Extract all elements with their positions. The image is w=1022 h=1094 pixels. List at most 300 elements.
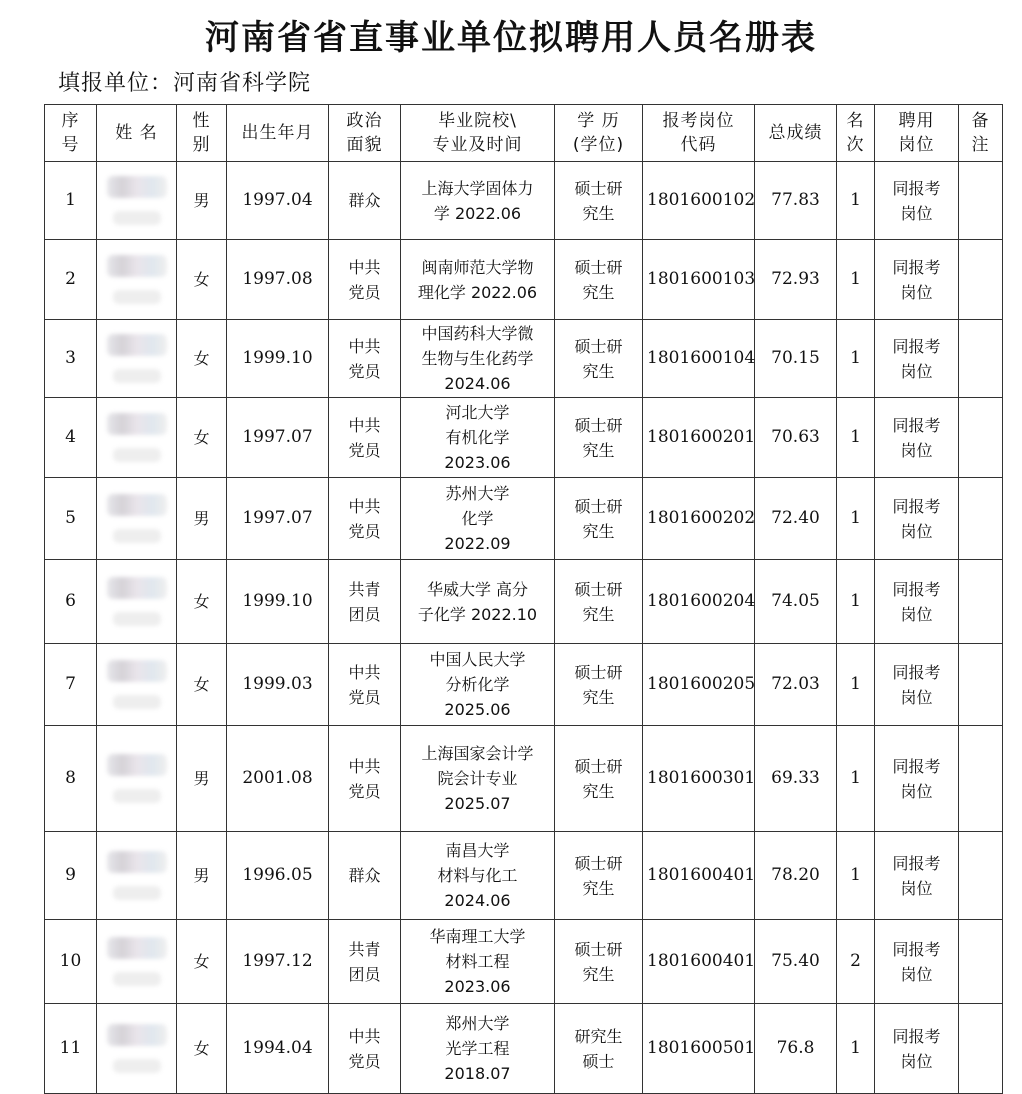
no-value: 1 bbox=[65, 190, 76, 210]
political-value: 中共 党员 bbox=[348, 257, 381, 302]
cell-remark bbox=[959, 644, 1003, 726]
score-value: 76.8 bbox=[776, 1038, 815, 1058]
table-row bbox=[45, 726, 1003, 832]
score-value: 70.15 bbox=[771, 348, 820, 368]
political-value: 中共 党员 bbox=[348, 756, 381, 801]
cell-birth bbox=[227, 478, 329, 560]
cell-no bbox=[45, 162, 97, 240]
cell-political bbox=[329, 726, 401, 832]
school-value: 郑州大学 光学工程 2018.07 bbox=[444, 1014, 511, 1083]
redacted-name-mosaic bbox=[113, 972, 161, 986]
cell-no bbox=[45, 478, 97, 560]
cell-code bbox=[643, 560, 755, 644]
rank-value: 1 bbox=[850, 674, 861, 694]
gender-value: 女 bbox=[193, 428, 210, 447]
redacted-name-mosaic bbox=[113, 290, 161, 304]
birth-value: 1997.07 bbox=[242, 427, 313, 447]
school-value: 河北大学 有机化学 2023.06 bbox=[444, 403, 511, 472]
political-value: 共青 团员 bbox=[348, 939, 381, 984]
cell-school bbox=[401, 240, 555, 320]
rank-value: 1 bbox=[850, 508, 861, 528]
degree-value: 硕士研 究生 bbox=[574, 336, 623, 381]
score-value: 72.03 bbox=[771, 674, 820, 694]
cell-political bbox=[329, 560, 401, 644]
rank-value: 1 bbox=[850, 1038, 861, 1058]
cell-birth bbox=[227, 1004, 329, 1094]
header-school bbox=[401, 105, 555, 162]
post-value: 同报考 岗位 bbox=[892, 579, 941, 624]
score-value: 69.33 bbox=[771, 768, 820, 788]
political-value: 共青 团员 bbox=[348, 579, 381, 624]
cell-code bbox=[643, 320, 755, 398]
cell-name bbox=[97, 320, 177, 398]
header-hire-post bbox=[875, 105, 959, 162]
cell-no bbox=[45, 398, 97, 478]
cell-birth bbox=[227, 240, 329, 320]
cell-code bbox=[643, 240, 755, 320]
cell-school bbox=[401, 320, 555, 398]
gender-value: 男 bbox=[193, 509, 210, 528]
header-remark bbox=[959, 105, 1003, 162]
score-value: 78.20 bbox=[771, 865, 820, 885]
cell-rank bbox=[837, 240, 875, 320]
post-value: 同报考 岗位 bbox=[892, 1026, 941, 1071]
cell-degree bbox=[555, 320, 643, 398]
cell-birth bbox=[227, 398, 329, 478]
cell-name bbox=[97, 240, 177, 320]
cell-gender bbox=[177, 560, 227, 644]
cell-score bbox=[755, 320, 837, 398]
birth-value: 1999.10 bbox=[242, 348, 313, 368]
score-value: 77.83 bbox=[771, 190, 820, 210]
redacted-name-mosaic bbox=[113, 886, 161, 900]
degree-value: 硕士研 究生 bbox=[574, 415, 623, 460]
political-value: 群众 bbox=[348, 866, 381, 885]
header-post-code-label: 报考岗位 代码 bbox=[662, 111, 735, 155]
cell-post bbox=[875, 726, 959, 832]
cell-degree bbox=[555, 162, 643, 240]
gender-value: 女 bbox=[193, 1039, 210, 1058]
cell-degree bbox=[555, 240, 643, 320]
cell-no bbox=[45, 1004, 97, 1094]
degree-value: 硕士研 究生 bbox=[574, 257, 623, 302]
roster-table bbox=[44, 104, 1003, 1094]
cell-remark bbox=[959, 398, 1003, 478]
cell-birth bbox=[227, 644, 329, 726]
rank-value: 2 bbox=[850, 951, 861, 971]
cell-birth bbox=[227, 726, 329, 832]
cell-rank bbox=[837, 398, 875, 478]
school-value: 华威大学 高分 子化学 2022.10 bbox=[417, 579, 538, 624]
rank-value: 1 bbox=[850, 768, 861, 788]
no-value: 9 bbox=[65, 865, 76, 885]
cell-name bbox=[97, 644, 177, 726]
cell-degree bbox=[555, 560, 643, 644]
cell-remark bbox=[959, 320, 1003, 398]
cell-post bbox=[875, 398, 959, 478]
cell-birth bbox=[227, 560, 329, 644]
school-value: 上海大学固体力 学 2022.06 bbox=[421, 178, 534, 223]
header-seq-label: 序 号 bbox=[61, 111, 80, 155]
cell-post bbox=[875, 832, 959, 920]
school-value: 中国人民大学 分析化学 2025.06 bbox=[429, 650, 526, 719]
header-rank bbox=[837, 105, 875, 162]
cell-school bbox=[401, 478, 555, 560]
cell-political bbox=[329, 1004, 401, 1094]
cell-score bbox=[755, 644, 837, 726]
cell-gender bbox=[177, 920, 227, 1004]
cell-no bbox=[45, 240, 97, 320]
code-value: 1801600103 bbox=[647, 269, 756, 289]
code-value: 1801600501 bbox=[647, 1038, 756, 1058]
header-total-score-label: 总成绩 bbox=[768, 123, 823, 143]
no-value: 2 bbox=[65, 269, 76, 289]
cell-degree bbox=[555, 1004, 643, 1094]
cell-rank bbox=[837, 478, 875, 560]
rank-value: 1 bbox=[850, 269, 861, 289]
cell-remark bbox=[959, 726, 1003, 832]
cell-rank bbox=[837, 920, 875, 1004]
page-title: 河南省省直事业单位拟聘用人员名册表 bbox=[205, 18, 817, 58]
no-value: 11 bbox=[59, 1038, 82, 1058]
school-value: 南昌大学 材料与化工 2024.06 bbox=[437, 841, 518, 910]
degree-value: 硕士研 究生 bbox=[574, 853, 623, 898]
no-value: 7 bbox=[65, 674, 76, 694]
cell-gender bbox=[177, 240, 227, 320]
cell-gender bbox=[177, 726, 227, 832]
cell-birth bbox=[227, 320, 329, 398]
post-value: 同报考 岗位 bbox=[892, 415, 941, 460]
cell-gender bbox=[177, 398, 227, 478]
header-gender bbox=[177, 105, 227, 162]
redacted-name-mosaic bbox=[107, 494, 167, 516]
birth-value: 1997.07 bbox=[242, 508, 313, 528]
degree-value: 硕士研 究生 bbox=[574, 496, 623, 541]
cell-code bbox=[643, 1004, 755, 1094]
cell-rank bbox=[837, 320, 875, 398]
redacted-name-mosaic bbox=[113, 448, 161, 462]
cell-political bbox=[329, 162, 401, 240]
cell-rank bbox=[837, 1004, 875, 1094]
header-total-score bbox=[755, 105, 837, 162]
cell-score bbox=[755, 920, 837, 1004]
cell-gender bbox=[177, 478, 227, 560]
gender-value: 男 bbox=[193, 866, 210, 885]
cell-code bbox=[643, 644, 755, 726]
cell-remark bbox=[959, 478, 1003, 560]
code-value: 1801600401 bbox=[647, 951, 756, 971]
gender-value: 女 bbox=[193, 675, 210, 694]
no-value: 3 bbox=[65, 348, 76, 368]
cell-remark bbox=[959, 1004, 1003, 1094]
header-hire-post-label: 聘用 岗位 bbox=[898, 111, 935, 155]
code-value: 1801600401 bbox=[647, 865, 756, 885]
cell-remark bbox=[959, 560, 1003, 644]
table-row bbox=[45, 644, 1003, 726]
cell-score bbox=[755, 1004, 837, 1094]
cell-name bbox=[97, 832, 177, 920]
cell-post bbox=[875, 560, 959, 644]
degree-value: 研究生 硕士 bbox=[574, 1026, 623, 1071]
cell-post bbox=[875, 478, 959, 560]
cell-name bbox=[97, 920, 177, 1004]
cell-degree bbox=[555, 832, 643, 920]
header-gender-label: 性 别 bbox=[192, 111, 211, 155]
cell-school bbox=[401, 920, 555, 1004]
header-degree bbox=[555, 105, 643, 162]
birth-value: 1994.04 bbox=[242, 1038, 313, 1058]
cell-score bbox=[755, 560, 837, 644]
table-row bbox=[45, 398, 1003, 478]
redacted-name-mosaic bbox=[113, 612, 161, 626]
redacted-name-mosaic bbox=[107, 754, 167, 776]
birth-value: 1999.10 bbox=[242, 591, 313, 611]
cell-political bbox=[329, 398, 401, 478]
code-value: 1801600204 bbox=[647, 591, 756, 611]
header-name bbox=[97, 105, 177, 162]
code-value: 1801600205 bbox=[647, 674, 756, 694]
cell-name bbox=[97, 162, 177, 240]
score-value: 75.40 bbox=[771, 951, 820, 971]
cell-birth bbox=[227, 162, 329, 240]
cell-post bbox=[875, 320, 959, 398]
cell-score bbox=[755, 162, 837, 240]
cell-birth bbox=[227, 832, 329, 920]
cell-code bbox=[643, 726, 755, 832]
header-degree-label: 学 历 (学位) bbox=[572, 111, 625, 155]
cell-degree bbox=[555, 920, 643, 1004]
cell-no bbox=[45, 726, 97, 832]
table-row bbox=[45, 478, 1003, 560]
rank-value: 1 bbox=[850, 348, 861, 368]
cell-code bbox=[643, 920, 755, 1004]
no-value: 4 bbox=[65, 427, 76, 447]
table-row bbox=[45, 920, 1003, 1004]
cell-score bbox=[755, 478, 837, 560]
redacted-name-mosaic bbox=[113, 529, 161, 543]
cell-political bbox=[329, 240, 401, 320]
cell-school bbox=[401, 162, 555, 240]
no-value: 10 bbox=[59, 951, 82, 971]
post-value: 同报考 岗位 bbox=[892, 496, 941, 541]
header-post-code bbox=[643, 105, 755, 162]
post-value: 同报考 岗位 bbox=[892, 257, 941, 302]
post-value: 同报考 岗位 bbox=[892, 853, 941, 898]
cell-score bbox=[755, 726, 837, 832]
gender-value: 女 bbox=[193, 952, 210, 971]
cell-birth bbox=[227, 920, 329, 1004]
redacted-name-mosaic bbox=[107, 1024, 167, 1046]
score-value: 74.05 bbox=[771, 591, 820, 611]
rank-value: 1 bbox=[850, 190, 861, 210]
table-row bbox=[45, 240, 1003, 320]
cell-score bbox=[755, 832, 837, 920]
table-row bbox=[45, 560, 1003, 644]
score-value: 72.40 bbox=[771, 508, 820, 528]
rank-value: 1 bbox=[850, 591, 861, 611]
post-value: 同报考 岗位 bbox=[892, 662, 941, 707]
post-value: 同报考 岗位 bbox=[892, 756, 941, 801]
cell-degree bbox=[555, 478, 643, 560]
cell-political bbox=[329, 478, 401, 560]
redacted-name-mosaic bbox=[113, 369, 161, 383]
redacted-name-mosaic bbox=[107, 413, 167, 435]
cell-degree bbox=[555, 398, 643, 478]
cell-remark bbox=[959, 162, 1003, 240]
table-header-row bbox=[45, 105, 1003, 162]
cell-gender bbox=[177, 320, 227, 398]
cell-post bbox=[875, 920, 959, 1004]
reporting-unit-label: 填报单位：河南省科学院 bbox=[58, 71, 312, 96]
redacted-name-mosaic bbox=[107, 255, 167, 277]
no-value: 5 bbox=[65, 508, 76, 528]
political-value: 中共 党员 bbox=[348, 1026, 381, 1071]
cell-code bbox=[643, 162, 755, 240]
header-rank-label: 名 次 bbox=[846, 111, 865, 155]
code-value: 1801600102 bbox=[647, 190, 756, 210]
cell-rank bbox=[837, 832, 875, 920]
cell-school bbox=[401, 644, 555, 726]
redacted-name-mosaic bbox=[107, 577, 167, 599]
political-value: 群众 bbox=[348, 191, 381, 210]
cell-name bbox=[97, 560, 177, 644]
cell-remark bbox=[959, 240, 1003, 320]
no-value: 6 bbox=[65, 591, 76, 611]
cell-post bbox=[875, 644, 959, 726]
rank-value: 1 bbox=[850, 427, 861, 447]
gender-value: 男 bbox=[193, 191, 210, 210]
header-seq bbox=[45, 105, 97, 162]
school-value: 中国药科大学微 生物与生化药学 2024.06 bbox=[421, 324, 534, 393]
redacted-name-mosaic bbox=[113, 789, 161, 803]
degree-value: 硕士研 究生 bbox=[574, 756, 623, 801]
table-row bbox=[45, 320, 1003, 398]
cell-no bbox=[45, 560, 97, 644]
cell-gender bbox=[177, 832, 227, 920]
political-value: 中共 党员 bbox=[348, 336, 381, 381]
birth-value: 2001.08 bbox=[242, 768, 313, 788]
school-value: 上海国家会计学 院会计专业 2025.07 bbox=[421, 744, 534, 813]
birth-value: 1997.12 bbox=[242, 951, 313, 971]
score-value: 70.63 bbox=[771, 427, 820, 447]
political-value: 中共 党员 bbox=[348, 662, 381, 707]
redacted-name-mosaic bbox=[107, 660, 167, 682]
cell-no bbox=[45, 320, 97, 398]
code-value: 1801600202 bbox=[647, 508, 756, 528]
cell-no bbox=[45, 920, 97, 1004]
header-name-label: 姓 名 bbox=[115, 123, 158, 143]
redacted-name-mosaic bbox=[107, 937, 167, 959]
redacted-name-mosaic bbox=[107, 176, 167, 198]
table-row bbox=[45, 1004, 1003, 1094]
code-value: 1801600104 bbox=[647, 348, 756, 368]
degree-value: 硕士研 究生 bbox=[574, 178, 623, 223]
gender-value: 女 bbox=[193, 592, 210, 611]
cell-post bbox=[875, 162, 959, 240]
cell-no bbox=[45, 644, 97, 726]
cell-no bbox=[45, 832, 97, 920]
header-political bbox=[329, 105, 401, 162]
cell-gender bbox=[177, 162, 227, 240]
code-value: 1801600201 bbox=[647, 427, 756, 447]
cell-political bbox=[329, 920, 401, 1004]
redacted-name-mosaic bbox=[113, 695, 161, 709]
header-school-label: 毕业院校\ 专业及时间 bbox=[432, 111, 523, 155]
gender-value: 女 bbox=[193, 270, 210, 289]
cell-school bbox=[401, 832, 555, 920]
cell-political bbox=[329, 320, 401, 398]
redacted-name-mosaic bbox=[113, 211, 161, 225]
post-value: 同报考 岗位 bbox=[892, 336, 941, 381]
cell-post bbox=[875, 1004, 959, 1094]
school-value: 华南理工大学 材料工程 2023.06 bbox=[429, 927, 526, 996]
header-remark-label: 备 注 bbox=[971, 111, 990, 155]
redacted-name-mosaic bbox=[107, 851, 167, 873]
birth-value: 1997.04 bbox=[242, 190, 313, 210]
gender-value: 男 bbox=[193, 769, 210, 788]
cell-school bbox=[401, 726, 555, 832]
cell-code bbox=[643, 832, 755, 920]
cell-school bbox=[401, 1004, 555, 1094]
rank-value: 1 bbox=[850, 865, 861, 885]
cell-political bbox=[329, 644, 401, 726]
code-value: 1801600301 bbox=[647, 768, 756, 788]
gender-value: 女 bbox=[193, 349, 210, 368]
post-value: 同报考 岗位 bbox=[892, 939, 941, 984]
table-row bbox=[45, 162, 1003, 240]
cell-rank bbox=[837, 560, 875, 644]
header-birth-label: 出生年月 bbox=[241, 123, 314, 143]
cell-code bbox=[643, 398, 755, 478]
cell-degree bbox=[555, 644, 643, 726]
cell-name bbox=[97, 1004, 177, 1094]
cell-name bbox=[97, 398, 177, 478]
birth-value: 1997.08 bbox=[242, 269, 313, 289]
cell-gender bbox=[177, 1004, 227, 1094]
cell-degree bbox=[555, 726, 643, 832]
table-row bbox=[45, 832, 1003, 920]
birth-value: 1999.03 bbox=[242, 674, 313, 694]
cell-score bbox=[755, 240, 837, 320]
cell-name bbox=[97, 726, 177, 832]
cell-name bbox=[97, 478, 177, 560]
post-value: 同报考 岗位 bbox=[892, 178, 941, 223]
cell-school bbox=[401, 398, 555, 478]
degree-value: 硕士研 究生 bbox=[574, 662, 623, 707]
redacted-name-mosaic bbox=[107, 334, 167, 356]
cell-gender bbox=[177, 644, 227, 726]
school-value: 闽南师范大学物 理化学 2022.06 bbox=[417, 257, 538, 302]
cell-remark bbox=[959, 832, 1003, 920]
degree-value: 硕士研 究生 bbox=[574, 579, 623, 624]
header-political-label: 政治 面貌 bbox=[346, 111, 383, 155]
cell-rank bbox=[837, 726, 875, 832]
cell-score bbox=[755, 398, 837, 478]
cell-rank bbox=[837, 644, 875, 726]
cell-code bbox=[643, 478, 755, 560]
redacted-name-mosaic bbox=[113, 1059, 161, 1073]
cell-remark bbox=[959, 920, 1003, 1004]
cell-school bbox=[401, 560, 555, 644]
political-value: 中共 党员 bbox=[348, 415, 381, 460]
birth-value: 1996.05 bbox=[242, 865, 313, 885]
school-value: 苏州大学 化学 2022.09 bbox=[444, 484, 511, 553]
header-birth bbox=[227, 105, 329, 162]
cell-rank bbox=[837, 162, 875, 240]
political-value: 中共 党员 bbox=[348, 496, 381, 541]
degree-value: 硕士研 究生 bbox=[574, 939, 623, 984]
cell-political bbox=[329, 832, 401, 920]
